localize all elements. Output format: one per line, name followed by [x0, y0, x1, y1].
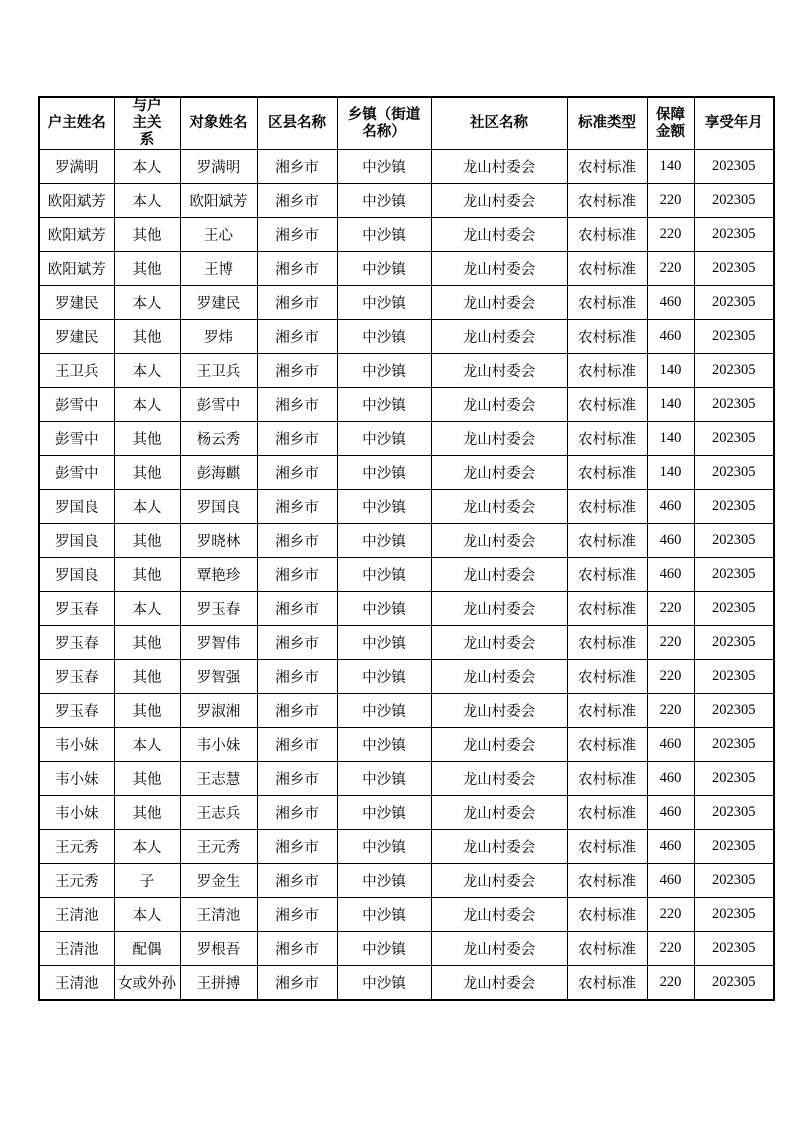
- cell-recipient-name: 罗晓林: [180, 524, 257, 558]
- cell-month: 202305: [694, 320, 774, 354]
- cell-standard-type: 农村标准: [567, 524, 647, 558]
- cell-month: 202305: [694, 558, 774, 592]
- cell-month: 202305: [694, 830, 774, 864]
- table-row: [39, 762, 774, 796]
- cell-amount: 140: [647, 388, 694, 422]
- cell-relationship: 其他: [114, 796, 180, 830]
- cell-township-name: 中沙镇: [337, 592, 431, 626]
- cell-relationship: 女或外孙: [114, 966, 180, 1001]
- cell-relationship: 其他: [114, 320, 180, 354]
- cell-county-name: 湘乡市: [257, 898, 337, 932]
- cell-standard-type: 农村标准: [567, 932, 647, 966]
- cell-recipient-name: 彭海麒: [180, 456, 257, 490]
- table-row: [39, 558, 774, 592]
- cell-relationship: 本人: [114, 728, 180, 762]
- cell-relationship: 本人: [114, 830, 180, 864]
- cell-householder-name: 彭雪中: [39, 388, 114, 422]
- cell-householder-name: 罗玉春: [39, 626, 114, 660]
- header-month: 享受年月: [694, 97, 774, 150]
- cell-relationship: 本人: [114, 286, 180, 320]
- cell-recipient-name: 罗建民: [180, 286, 257, 320]
- cell-householder-name: 王卫兵: [39, 354, 114, 388]
- cell-relationship: 其他: [114, 558, 180, 592]
- cell-amount: 140: [647, 456, 694, 490]
- cell-recipient-name: 罗金生: [180, 864, 257, 898]
- cell-standard-type: 农村标准: [567, 660, 647, 694]
- cell-householder-name: 罗国良: [39, 524, 114, 558]
- cell-standard-type: 农村标准: [567, 456, 647, 490]
- cell-standard-type: 农村标准: [567, 490, 647, 524]
- cell-amount: 220: [647, 932, 694, 966]
- table-row: [39, 796, 774, 830]
- cell-community-name: 龙山村委会: [431, 830, 567, 864]
- cell-householder-name: 罗玉春: [39, 592, 114, 626]
- cell-standard-type: 农村标准: [567, 796, 647, 830]
- cell-month: 202305: [694, 762, 774, 796]
- table-row: [39, 388, 774, 422]
- header-amount: 保障金额: [647, 97, 694, 150]
- cell-month: 202305: [694, 422, 774, 456]
- assistance-table: [38, 96, 775, 1001]
- cell-county-name: 湘乡市: [257, 252, 337, 286]
- cell-recipient-name: 罗满明: [180, 150, 257, 184]
- table-row: [39, 150, 774, 184]
- table-row: [39, 490, 774, 524]
- cell-county-name: 湘乡市: [257, 864, 337, 898]
- cell-amount: 140: [647, 354, 694, 388]
- cell-householder-name: 罗玉春: [39, 660, 114, 694]
- cell-township-name: 中沙镇: [337, 184, 431, 218]
- header-township-name: 乡镇（街道名称）: [337, 97, 431, 150]
- cell-relationship: 本人: [114, 388, 180, 422]
- cell-recipient-name: 覃艳珍: [180, 558, 257, 592]
- cell-standard-type: 农村标准: [567, 898, 647, 932]
- cell-month: 202305: [694, 456, 774, 490]
- table-row: [39, 422, 774, 456]
- cell-community-name: 龙山村委会: [431, 762, 567, 796]
- cell-amount: 220: [647, 592, 694, 626]
- cell-community-name: 龙山村委会: [431, 728, 567, 762]
- cell-community-name: 龙山村委会: [431, 490, 567, 524]
- cell-township-name: 中沙镇: [337, 422, 431, 456]
- cell-recipient-name: 罗炜: [180, 320, 257, 354]
- cell-month: 202305: [694, 218, 774, 252]
- cell-month: 202305: [694, 932, 774, 966]
- cell-county-name: 湘乡市: [257, 320, 337, 354]
- cell-amount: 220: [647, 626, 694, 660]
- table-row: [39, 252, 774, 286]
- cell-community-name: 龙山村委会: [431, 660, 567, 694]
- cell-county-name: 湘乡市: [257, 966, 337, 1001]
- cell-township-name: 中沙镇: [337, 286, 431, 320]
- table-row: [39, 830, 774, 864]
- cell-township-name: 中沙镇: [337, 864, 431, 898]
- table-row: [39, 524, 774, 558]
- cell-community-name: 龙山村委会: [431, 184, 567, 218]
- cell-householder-name: 王清池: [39, 898, 114, 932]
- cell-amount: 220: [647, 184, 694, 218]
- cell-community-name: 龙山村委会: [431, 286, 567, 320]
- cell-county-name: 湘乡市: [257, 150, 337, 184]
- cell-relationship: 本人: [114, 490, 180, 524]
- cell-township-name: 中沙镇: [337, 150, 431, 184]
- cell-recipient-name: 罗国良: [180, 490, 257, 524]
- cell-standard-type: 农村标准: [567, 184, 647, 218]
- cell-householder-name: 罗国良: [39, 558, 114, 592]
- cell-standard-type: 农村标准: [567, 864, 647, 898]
- cell-amount: 460: [647, 558, 694, 592]
- cell-month: 202305: [694, 150, 774, 184]
- cell-community-name: 龙山村委会: [431, 932, 567, 966]
- cell-community-name: 龙山村委会: [431, 558, 567, 592]
- cell-standard-type: 农村标准: [567, 830, 647, 864]
- cell-standard-type: 农村标准: [567, 966, 647, 1001]
- cell-month: 202305: [694, 966, 774, 1001]
- cell-county-name: 湘乡市: [257, 728, 337, 762]
- cell-township-name: 中沙镇: [337, 558, 431, 592]
- cell-recipient-name: 王心: [180, 218, 257, 252]
- cell-township-name: 中沙镇: [337, 388, 431, 422]
- cell-amount: 140: [647, 150, 694, 184]
- cell-community-name: 龙山村委会: [431, 150, 567, 184]
- table-row: [39, 626, 774, 660]
- cell-month: 202305: [694, 592, 774, 626]
- cell-amount: 460: [647, 524, 694, 558]
- cell-county-name: 湘乡市: [257, 830, 337, 864]
- cell-month: 202305: [694, 626, 774, 660]
- cell-amount: 220: [647, 694, 694, 728]
- cell-householder-name: 彭雪中: [39, 422, 114, 456]
- cell-householder-name: 韦小妹: [39, 728, 114, 762]
- cell-standard-type: 农村标准: [567, 762, 647, 796]
- cell-community-name: 龙山村委会: [431, 354, 567, 388]
- cell-householder-name: 韦小妹: [39, 762, 114, 796]
- cell-county-name: 湘乡市: [257, 422, 337, 456]
- header-county-name: 区县名称: [257, 97, 337, 150]
- cell-amount: 220: [647, 252, 694, 286]
- cell-county-name: 湘乡市: [257, 524, 337, 558]
- cell-amount: 220: [647, 966, 694, 1001]
- header-relationship: 与户主关系: [114, 97, 180, 150]
- cell-amount: 460: [647, 864, 694, 898]
- cell-recipient-name: 罗智强: [180, 660, 257, 694]
- cell-standard-type: 农村标准: [567, 694, 647, 728]
- cell-standard-type: 农村标准: [567, 150, 647, 184]
- cell-community-name: 龙山村委会: [431, 252, 567, 286]
- cell-householder-name: 彭雪中: [39, 456, 114, 490]
- cell-county-name: 湘乡市: [257, 388, 337, 422]
- cell-standard-type: 农村标准: [567, 422, 647, 456]
- cell-month: 202305: [694, 490, 774, 524]
- cell-township-name: 中沙镇: [337, 660, 431, 694]
- cell-township-name: 中沙镇: [337, 830, 431, 864]
- header-standard-type: 标准类型: [567, 97, 647, 150]
- cell-county-name: 湘乡市: [257, 558, 337, 592]
- cell-recipient-name: 杨云秀: [180, 422, 257, 456]
- cell-county-name: 湘乡市: [257, 184, 337, 218]
- cell-community-name: 龙山村委会: [431, 218, 567, 252]
- cell-relationship: 其他: [114, 252, 180, 286]
- table-row: [39, 864, 774, 898]
- cell-community-name: 龙山村委会: [431, 864, 567, 898]
- table-row: [39, 354, 774, 388]
- cell-county-name: 湘乡市: [257, 660, 337, 694]
- cell-recipient-name: 罗淑湘: [180, 694, 257, 728]
- cell-township-name: 中沙镇: [337, 762, 431, 796]
- cell-county-name: 湘乡市: [257, 490, 337, 524]
- cell-relationship: 本人: [114, 184, 180, 218]
- cell-relationship: 其他: [114, 694, 180, 728]
- header-row: [39, 97, 774, 150]
- table-body: [39, 150, 774, 1001]
- cell-relationship: 本人: [114, 150, 180, 184]
- table-row: [39, 184, 774, 218]
- cell-householder-name: 罗建民: [39, 286, 114, 320]
- table-row: [39, 320, 774, 354]
- cell-amount: 460: [647, 762, 694, 796]
- table-row: [39, 456, 774, 490]
- cell-relationship: 本人: [114, 898, 180, 932]
- header-community-name: 社区名称: [431, 97, 567, 150]
- cell-relationship: 其他: [114, 660, 180, 694]
- cell-householder-name: 王元秀: [39, 864, 114, 898]
- cell-month: 202305: [694, 388, 774, 422]
- cell-amount: 460: [647, 320, 694, 354]
- cell-amount: 220: [647, 218, 694, 252]
- cell-householder-name: 欧阳斌芳: [39, 218, 114, 252]
- cell-recipient-name: 王拼搏: [180, 966, 257, 1001]
- cell-county-name: 湘乡市: [257, 762, 337, 796]
- table-row: [39, 660, 774, 694]
- cell-relationship: 其他: [114, 456, 180, 490]
- cell-relationship: 其他: [114, 218, 180, 252]
- cell-township-name: 中沙镇: [337, 252, 431, 286]
- cell-township-name: 中沙镇: [337, 898, 431, 932]
- cell-relationship: 子: [114, 864, 180, 898]
- table-row: [39, 728, 774, 762]
- cell-community-name: 龙山村委会: [431, 626, 567, 660]
- cell-relationship: 其他: [114, 762, 180, 796]
- cell-amount: 220: [647, 898, 694, 932]
- cell-recipient-name: 王志兵: [180, 796, 257, 830]
- cell-month: 202305: [694, 660, 774, 694]
- cell-standard-type: 农村标准: [567, 252, 647, 286]
- cell-month: 202305: [694, 898, 774, 932]
- cell-month: 202305: [694, 694, 774, 728]
- cell-relationship: 本人: [114, 354, 180, 388]
- table-row: [39, 898, 774, 932]
- cell-householder-name: 罗建民: [39, 320, 114, 354]
- cell-standard-type: 农村标准: [567, 388, 647, 422]
- cell-recipient-name: 欧阳斌芳: [180, 184, 257, 218]
- cell-recipient-name: 罗智伟: [180, 626, 257, 660]
- cell-amount: 220: [647, 660, 694, 694]
- cell-relationship: 本人: [114, 592, 180, 626]
- cell-amount: 460: [647, 728, 694, 762]
- cell-community-name: 龙山村委会: [431, 966, 567, 1001]
- cell-community-name: 龙山村委会: [431, 694, 567, 728]
- cell-amount: 140: [647, 422, 694, 456]
- cell-community-name: 龙山村委会: [431, 456, 567, 490]
- cell-amount: 460: [647, 796, 694, 830]
- cell-householder-name: 王清池: [39, 932, 114, 966]
- table-row: [39, 218, 774, 252]
- cell-township-name: 中沙镇: [337, 728, 431, 762]
- cell-relationship: 配偶: [114, 932, 180, 966]
- cell-householder-name: 王清池: [39, 966, 114, 1001]
- cell-township-name: 中沙镇: [337, 354, 431, 388]
- cell-month: 202305: [694, 796, 774, 830]
- cell-county-name: 湘乡市: [257, 354, 337, 388]
- cell-recipient-name: 王元秀: [180, 830, 257, 864]
- cell-householder-name: 罗满明: [39, 150, 114, 184]
- cell-month: 202305: [694, 524, 774, 558]
- cell-standard-type: 农村标准: [567, 218, 647, 252]
- cell-standard-type: 农村标准: [567, 354, 647, 388]
- cell-recipient-name: 王志慧: [180, 762, 257, 796]
- header-recipient-name: 对象姓名: [180, 97, 257, 150]
- cell-community-name: 龙山村委会: [431, 898, 567, 932]
- cell-amount: 460: [647, 286, 694, 320]
- cell-community-name: 龙山村委会: [431, 524, 567, 558]
- cell-relationship: 其他: [114, 626, 180, 660]
- cell-amount: 460: [647, 830, 694, 864]
- cell-relationship: 其他: [114, 422, 180, 456]
- cell-county-name: 湘乡市: [257, 932, 337, 966]
- cell-county-name: 湘乡市: [257, 456, 337, 490]
- table-row: [39, 286, 774, 320]
- cell-recipient-name: 韦小妹: [180, 728, 257, 762]
- cell-standard-type: 农村标准: [567, 558, 647, 592]
- cell-recipient-name: 罗玉春: [180, 592, 257, 626]
- cell-county-name: 湘乡市: [257, 694, 337, 728]
- cell-township-name: 中沙镇: [337, 490, 431, 524]
- cell-county-name: 湘乡市: [257, 218, 337, 252]
- cell-township-name: 中沙镇: [337, 456, 431, 490]
- cell-standard-type: 农村标准: [567, 728, 647, 762]
- cell-community-name: 龙山村委会: [431, 320, 567, 354]
- cell-relationship: 其他: [114, 524, 180, 558]
- cell-standard-type: 农村标准: [567, 626, 647, 660]
- cell-community-name: 龙山村委会: [431, 592, 567, 626]
- cell-township-name: 中沙镇: [337, 320, 431, 354]
- cell-community-name: 龙山村委会: [431, 796, 567, 830]
- cell-householder-name: 欧阳斌芳: [39, 184, 114, 218]
- header-householder-name: 户主姓名: [39, 97, 114, 150]
- cell-month: 202305: [694, 286, 774, 320]
- cell-recipient-name: 王卫兵: [180, 354, 257, 388]
- cell-month: 202305: [694, 728, 774, 762]
- cell-county-name: 湘乡市: [257, 796, 337, 830]
- cell-township-name: 中沙镇: [337, 694, 431, 728]
- cell-township-name: 中沙镇: [337, 796, 431, 830]
- cell-standard-type: 农村标准: [567, 320, 647, 354]
- table-row: [39, 932, 774, 966]
- cell-township-name: 中沙镇: [337, 626, 431, 660]
- cell-recipient-name: 罗根吾: [180, 932, 257, 966]
- cell-householder-name: 罗国良: [39, 490, 114, 524]
- cell-community-name: 龙山村委会: [431, 388, 567, 422]
- cell-township-name: 中沙镇: [337, 218, 431, 252]
- cell-month: 202305: [694, 354, 774, 388]
- cell-amount: 460: [647, 490, 694, 524]
- cell-township-name: 中沙镇: [337, 966, 431, 1001]
- cell-community-name: 龙山村委会: [431, 422, 567, 456]
- table-row: [39, 592, 774, 626]
- cell-householder-name: 罗玉春: [39, 694, 114, 728]
- cell-standard-type: 农村标准: [567, 286, 647, 320]
- cell-month: 202305: [694, 252, 774, 286]
- cell-month: 202305: [694, 184, 774, 218]
- cell-county-name: 湘乡市: [257, 286, 337, 320]
- cell-recipient-name: 彭雪中: [180, 388, 257, 422]
- cell-standard-type: 农村标准: [567, 592, 647, 626]
- cell-township-name: 中沙镇: [337, 932, 431, 966]
- cell-recipient-name: 王清池: [180, 898, 257, 932]
- cell-householder-name: 韦小妹: [39, 796, 114, 830]
- cell-householder-name: 欧阳斌芳: [39, 252, 114, 286]
- table-row: [39, 966, 774, 1001]
- cell-recipient-name: 王博: [180, 252, 257, 286]
- cell-month: 202305: [694, 864, 774, 898]
- table-row: [39, 694, 774, 728]
- cell-county-name: 湘乡市: [257, 626, 337, 660]
- cell-county-name: 湘乡市: [257, 592, 337, 626]
- cell-householder-name: 王元秀: [39, 830, 114, 864]
- cell-township-name: 中沙镇: [337, 524, 431, 558]
